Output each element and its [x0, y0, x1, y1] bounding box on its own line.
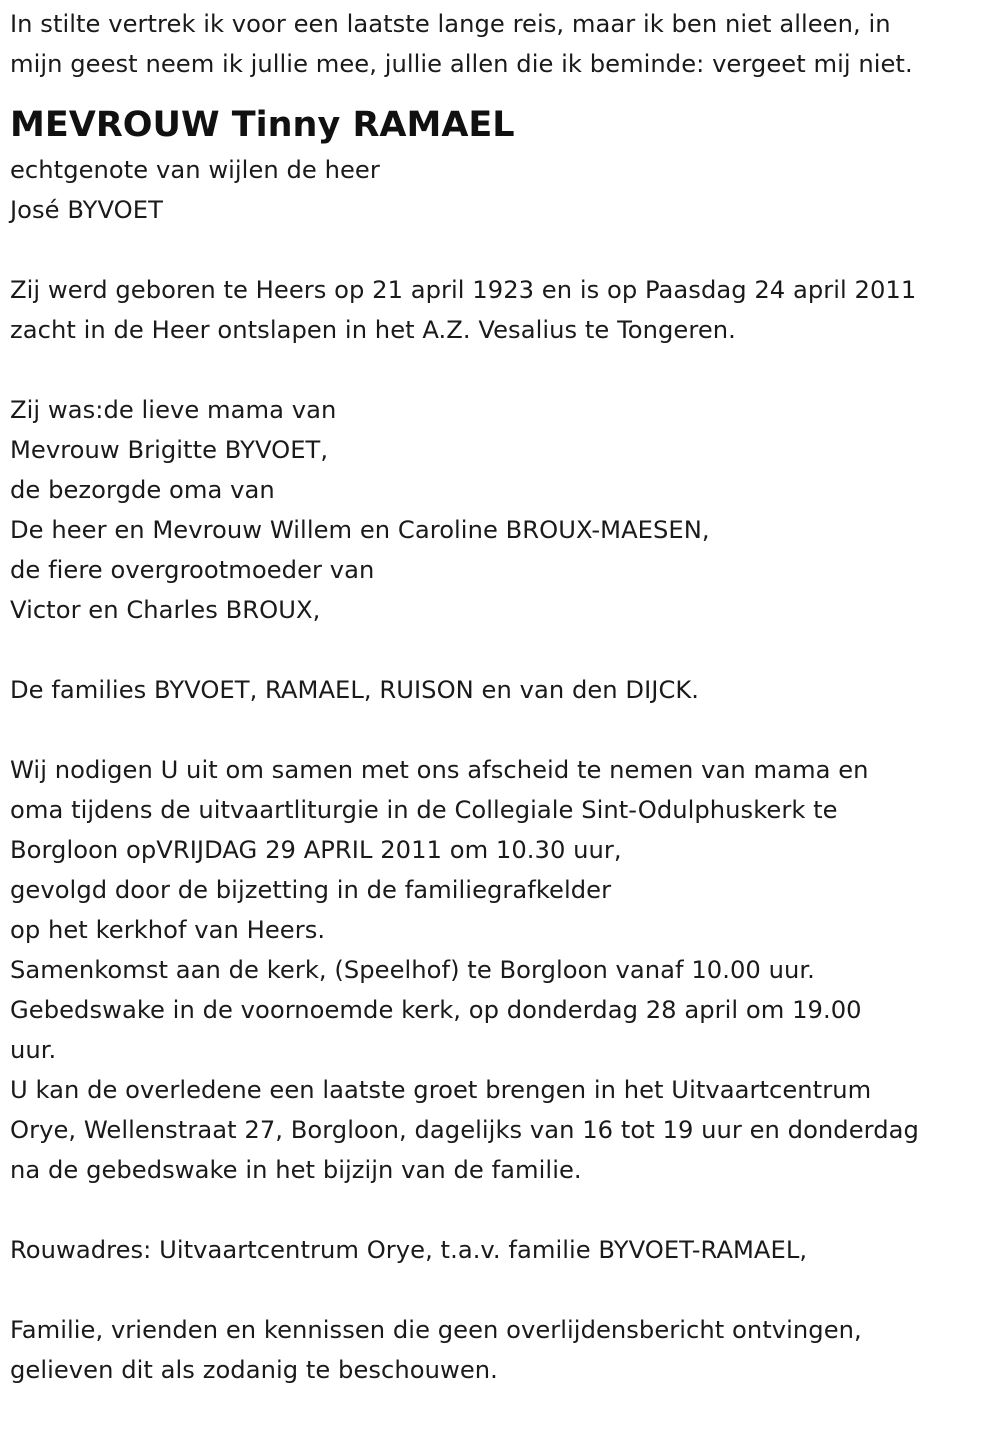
ceremony-line: op het kerkhof van Heers.	[10, 916, 326, 944]
ceremony-line: Gebedswake in de voornoemde kerk, op donderdag 28 april om 19.00	[10, 996, 862, 1024]
paragraph-spacer	[10, 1270, 995, 1310]
closing-section	[10, 1310, 995, 1390]
family-line: De heer en Mevrouw Willem en Caroline BROUX-MAESEN,	[10, 516, 710, 544]
birth-death-section	[10, 270, 995, 350]
paragraph-spacer	[10, 710, 995, 750]
mourning-address-section	[10, 1230, 995, 1270]
birth-death-line: zacht in de Heer ontslapen in het A.Z. Vesalius te Tongeren.	[10, 316, 736, 344]
ceremony-section	[10, 750, 995, 1190]
intro-line: mijn geest neem ik jullie mee, jullie allen die ik beminde: vergeet mij niet.	[10, 50, 913, 78]
spouse-line: José BYVOET	[10, 196, 163, 224]
family-section	[10, 390, 995, 630]
family-line: de fiere overgrootmoeder van	[10, 556, 375, 584]
obituary-document	[10, 4, 995, 1390]
closing-line: gelieven dit als zodanig te beschouwen.	[10, 1356, 498, 1384]
ceremony-line: na de gebedswake in het bijzijn van de familie.	[10, 1156, 582, 1184]
family-line: Victor en Charles BROUX,	[10, 596, 321, 624]
ceremony-line: Borgloon opVRIJDAG 29 APRIL 2011 om 10.30 uur,	[10, 836, 622, 864]
intro-line: In stilte vertrek ik voor een laatste lange reis, maar ik ben niet alleen, in	[10, 10, 891, 38]
closing-line: Familie, vrienden en kennissen die geen overlijdensbericht ontvingen,	[10, 1316, 862, 1344]
family-line: Mevrouw Brigitte BYVOET,	[10, 436, 329, 464]
ceremony-line: U kan de overledene een laatste groet brengen in het Uitvaartcentrum	[10, 1076, 872, 1104]
ceremony-line: gevolgd door de bijzetting in de familiegrafkelder	[10, 876, 612, 904]
mourning-address-line: Rouwadres: Uitvaartcentrum Orye, t.a.v. familie BYVOET-RAMAEL,	[10, 1236, 808, 1264]
spouse-line: echtgenote van wijlen de heer	[10, 156, 380, 184]
paragraph-spacer	[10, 230, 995, 270]
paragraph-spacer	[10, 350, 995, 390]
ceremony-line: Orye, Wellenstraat 27, Borgloon, dagelijks van 16 tot 19 uur en donderdag	[10, 1116, 919, 1144]
family-line: de bezorgde oma van	[10, 476, 275, 504]
family-line: Zij was:de lieve mama van	[10, 396, 337, 424]
families-line: De families BYVOET, RAMAEL, RUISON en van den DIJCK.	[10, 676, 700, 704]
birth-death-line: Zij werd geboren te Heers op 21 april 1923 en is op Paasdag 24 april 2011	[10, 276, 917, 304]
spouse-section	[10, 150, 995, 230]
deceased-name-title: MEVROUW Tinny RAMAEL	[10, 105, 515, 145]
ceremony-line: Wij nodigen U uit om samen met ons afscheid te nemen van mama en	[10, 756, 869, 784]
families-section	[10, 670, 995, 710]
intro-poem	[10, 4, 995, 84]
paragraph-spacer	[10, 1190, 995, 1230]
ceremony-line: Samenkomst aan de kerk, (Speelhof) te Borgloon vanaf 10.00 uur.	[10, 956, 815, 984]
ceremony-line: uur.	[10, 1036, 57, 1064]
ceremony-line: oma tijdens de uitvaartliturgie in de Collegiale Sint-Odulphuskerk te	[10, 796, 838, 824]
paragraph-spacer	[10, 630, 995, 670]
